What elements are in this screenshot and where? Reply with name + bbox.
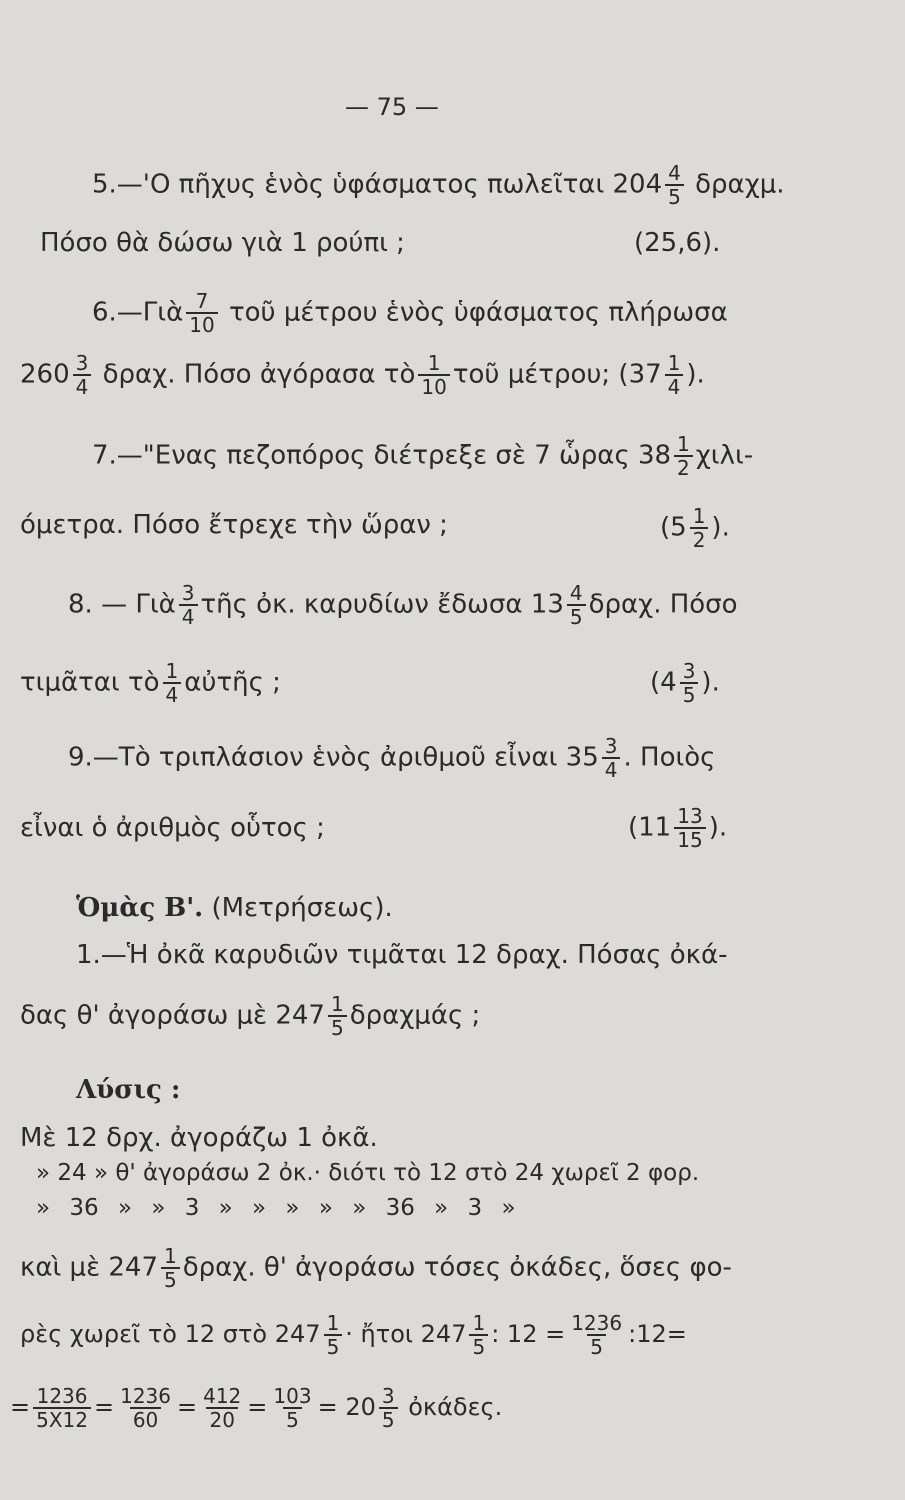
equals-sign: = bbox=[10, 1393, 31, 1421]
equals-sign: = bbox=[93, 1393, 115, 1421]
problem-6-question-end: τοῦ μέτρου; (37 bbox=[452, 359, 662, 390]
solution-text-end: δραχ. θ' ἀγοράσω τόσες ὀκάδες, ὅσες φο- bbox=[182, 1252, 732, 1283]
denominator: 2 bbox=[690, 527, 709, 551]
fraction bbox=[379, 1385, 398, 1431]
solution-line-4 bbox=[20, 1245, 732, 1291]
numerator: 1 bbox=[165, 659, 179, 683]
answer-close: ). bbox=[708, 812, 728, 843]
problem-9-text-end: . Ποιὸς bbox=[623, 742, 716, 773]
equals-sign: = bbox=[177, 1393, 198, 1421]
fraction bbox=[568, 1312, 625, 1358]
answer-close: ). bbox=[711, 512, 730, 543]
denominator: 5 bbox=[680, 682, 699, 706]
denominator: 5X12 bbox=[33, 1407, 91, 1431]
denominator: 60 bbox=[130, 1407, 161, 1431]
problem-7-text-end: χιλι- bbox=[695, 440, 754, 471]
problem-9-line-1 bbox=[68, 735, 715, 781]
denominator: 20 bbox=[206, 1407, 237, 1431]
problem-7-line-1 bbox=[92, 433, 753, 479]
page-number: — 75 — bbox=[345, 93, 439, 121]
solution-line-2: » 24 » θ' ἀγοράσω 2 ὀκ.· διότι τὸ 12 στὸ 24 χωρεῖ 2 φορ. bbox=[36, 1160, 700, 1186]
fraction bbox=[602, 735, 621, 781]
denominator: 15 bbox=[674, 827, 705, 851]
numerator: 4 bbox=[569, 581, 583, 605]
numerator: 3 bbox=[75, 351, 89, 375]
solution-text: καὶ μὲ 247 bbox=[20, 1252, 159, 1283]
problem-6-question: δραχ. Πόσο ἀγόρασα τὸ bbox=[102, 359, 416, 390]
numerator: 1236 bbox=[36, 1384, 88, 1408]
solution-text-mid: · ἤτοι 247 bbox=[345, 1320, 467, 1348]
problem-7-question: όμετρα. Πόσο ἔτρεχε τὴν ὥραν ; bbox=[20, 510, 448, 540]
problem-8-text-end: δραχ. Πόσο bbox=[588, 589, 738, 620]
numerator: 3 bbox=[604, 734, 618, 758]
problem-5-text: 5.—'Ο πῆχυς ἑνὸς ὑφάσματος πωλεῖται 204 bbox=[92, 169, 663, 200]
problem-8-line-1 bbox=[68, 582, 738, 628]
fraction bbox=[324, 1312, 343, 1358]
solution-line-3: » 36 » » 3 » » » » » 36 » 3 » bbox=[36, 1195, 516, 1221]
numerator: 1 bbox=[667, 351, 681, 375]
problem-9-text: 9.—Τὸ τριπλάσιον ἑνὸς ἀριθμοῦ εἶναι 35 bbox=[68, 742, 599, 773]
answer-whole: (11 bbox=[628, 812, 672, 843]
denominator: 5 bbox=[587, 1334, 606, 1358]
problem-b1-question-end: δραχμάς ; bbox=[349, 1000, 481, 1031]
problem-b1-question: δας θ' ἀγοράσω μὲ 247 bbox=[20, 1000, 325, 1031]
numerator: 1 bbox=[677, 432, 690, 456]
problem-8-question-end: αὐτῆς ; bbox=[184, 667, 281, 698]
numerator: 4 bbox=[668, 161, 681, 185]
result-whole: = 20 bbox=[317, 1393, 376, 1421]
problem-8-text: 8. — Γιὰ bbox=[68, 589, 176, 620]
problem-6-number: 260 bbox=[20, 359, 70, 390]
numerator: 1 bbox=[330, 992, 344, 1016]
fraction bbox=[33, 1385, 91, 1431]
solution-line-6 bbox=[10, 1385, 502, 1431]
fraction bbox=[73, 352, 92, 398]
fraction bbox=[163, 660, 182, 706]
fraction bbox=[665, 162, 684, 208]
problem-5-question: Πόσο θὰ δώσω γιὰ 1 ρούπι ; bbox=[40, 228, 405, 258]
numerator: 412 bbox=[203, 1384, 242, 1408]
fraction bbox=[200, 1385, 244, 1431]
solution-text: ρὲς χωρεῖ τὸ 12 στὸ 247 bbox=[20, 1320, 321, 1348]
group-b-heading bbox=[76, 893, 393, 923]
problem-7-answer bbox=[660, 505, 730, 551]
solution-line-5 bbox=[20, 1312, 687, 1358]
denominator: 5 bbox=[469, 1334, 488, 1358]
answer-whole: (5 bbox=[660, 512, 687, 543]
problem-6-line-2 bbox=[20, 352, 705, 398]
problem-7-line-2 bbox=[20, 510, 448, 540]
fraction bbox=[270, 1385, 314, 1431]
answer-whole: (4 bbox=[650, 667, 677, 698]
denominator: 4 bbox=[665, 374, 684, 398]
fraction bbox=[665, 352, 684, 398]
solution-division-end: :12= bbox=[628, 1320, 687, 1348]
problem-5-line-1 bbox=[92, 162, 785, 208]
problem-8-answer bbox=[650, 660, 720, 706]
fraction bbox=[161, 1245, 180, 1291]
answer-close: ). bbox=[701, 667, 720, 698]
denominator: 10 bbox=[418, 374, 449, 398]
denominator: 5 bbox=[161, 1267, 180, 1291]
denominator: 4 bbox=[163, 682, 182, 706]
problem-6-text-end: τοῦ μέτρου ἑνὸς ὑφάσματος πλήρωσα bbox=[228, 297, 728, 328]
problem-6-line-1 bbox=[92, 290, 728, 336]
numerator: 3 bbox=[682, 659, 696, 683]
denominator: 5 bbox=[567, 604, 586, 628]
problem-8-line-2 bbox=[20, 660, 281, 706]
numerator: 1236 bbox=[571, 1311, 623, 1335]
problem-8-question: τιμᾶται τὸ bbox=[20, 667, 160, 698]
numerator: 1236 bbox=[120, 1384, 171, 1408]
numerator: 13 bbox=[677, 804, 703, 828]
problem-6-answer-end: ). bbox=[686, 359, 705, 390]
problem-9-line-2 bbox=[20, 813, 325, 843]
fraction bbox=[186, 290, 217, 336]
fraction bbox=[179, 582, 198, 628]
fraction bbox=[469, 1312, 488, 1358]
problem-9-question: εἶναι ὁ ἀριθμὸς οὗτος ; bbox=[20, 813, 325, 843]
result-unit: ὀκάδες. bbox=[408, 1393, 503, 1421]
numerator: 1 bbox=[427, 351, 441, 375]
problem-7-text: 7.—"Ενας πεζοπόρος διέτρεξε σὲ 7 ὧρας 38 bbox=[92, 440, 672, 471]
denominator: 5 bbox=[283, 1407, 302, 1431]
numerator: 1 bbox=[692, 504, 706, 528]
denominator: 2 bbox=[674, 455, 693, 479]
numerator: 1 bbox=[472, 1311, 486, 1335]
denominator: 5 bbox=[328, 1015, 347, 1039]
fraction bbox=[117, 1385, 174, 1431]
fraction bbox=[690, 505, 709, 551]
numerator: 1 bbox=[326, 1311, 340, 1335]
numerator: 3 bbox=[381, 1384, 395, 1408]
denominator: 4 bbox=[179, 604, 198, 628]
problem-6-text: 6.—Γιὰ bbox=[92, 297, 184, 328]
fraction bbox=[680, 660, 699, 706]
denominator: 5 bbox=[324, 1334, 343, 1358]
problem-b1-line-1: 1.—Ἡ ὀκᾶ καρυδιῶν τιμᾶται 12 δραχ. Πόσας ὀκά- bbox=[76, 940, 728, 970]
numerator: 103 bbox=[273, 1384, 312, 1408]
numerator: 1 bbox=[164, 1244, 177, 1268]
group-b-title: Ὁμὰς Β'. bbox=[76, 893, 204, 923]
equals-sign: = bbox=[247, 1393, 268, 1421]
problem-5-text-end: δραχμ. bbox=[695, 169, 785, 200]
fraction bbox=[328, 993, 347, 1039]
problem-9-answer bbox=[628, 805, 727, 851]
solution-division: : 12 = bbox=[491, 1320, 566, 1348]
denominator: 4 bbox=[73, 374, 92, 398]
denominator: 10 bbox=[186, 312, 217, 336]
numerator: 3 bbox=[181, 581, 195, 605]
denominator: 5 bbox=[379, 1407, 398, 1431]
problem-b1-line-2 bbox=[20, 993, 480, 1039]
denominator: 4 bbox=[602, 757, 621, 781]
fraction bbox=[674, 805, 705, 851]
fraction bbox=[418, 352, 449, 398]
fraction bbox=[567, 582, 586, 628]
problem-8-text-mid: τῆς ὀκ. καρυδίων ἔδωσα 13 bbox=[200, 589, 564, 620]
problem-5-line-2 bbox=[40, 228, 405, 258]
group-b-subtitle: (Μετρήσεως). bbox=[211, 893, 393, 923]
denominator: 5 bbox=[665, 184, 684, 208]
fraction bbox=[674, 433, 693, 479]
numerator: 7 bbox=[195, 289, 209, 313]
solution-line-1: Μὲ 12 δρχ. ἀγοράζω 1 ὀκᾶ. bbox=[20, 1123, 378, 1153]
solution-heading: Λύσις : bbox=[76, 1075, 181, 1105]
problem-5-answer: (25,6). bbox=[634, 228, 721, 258]
